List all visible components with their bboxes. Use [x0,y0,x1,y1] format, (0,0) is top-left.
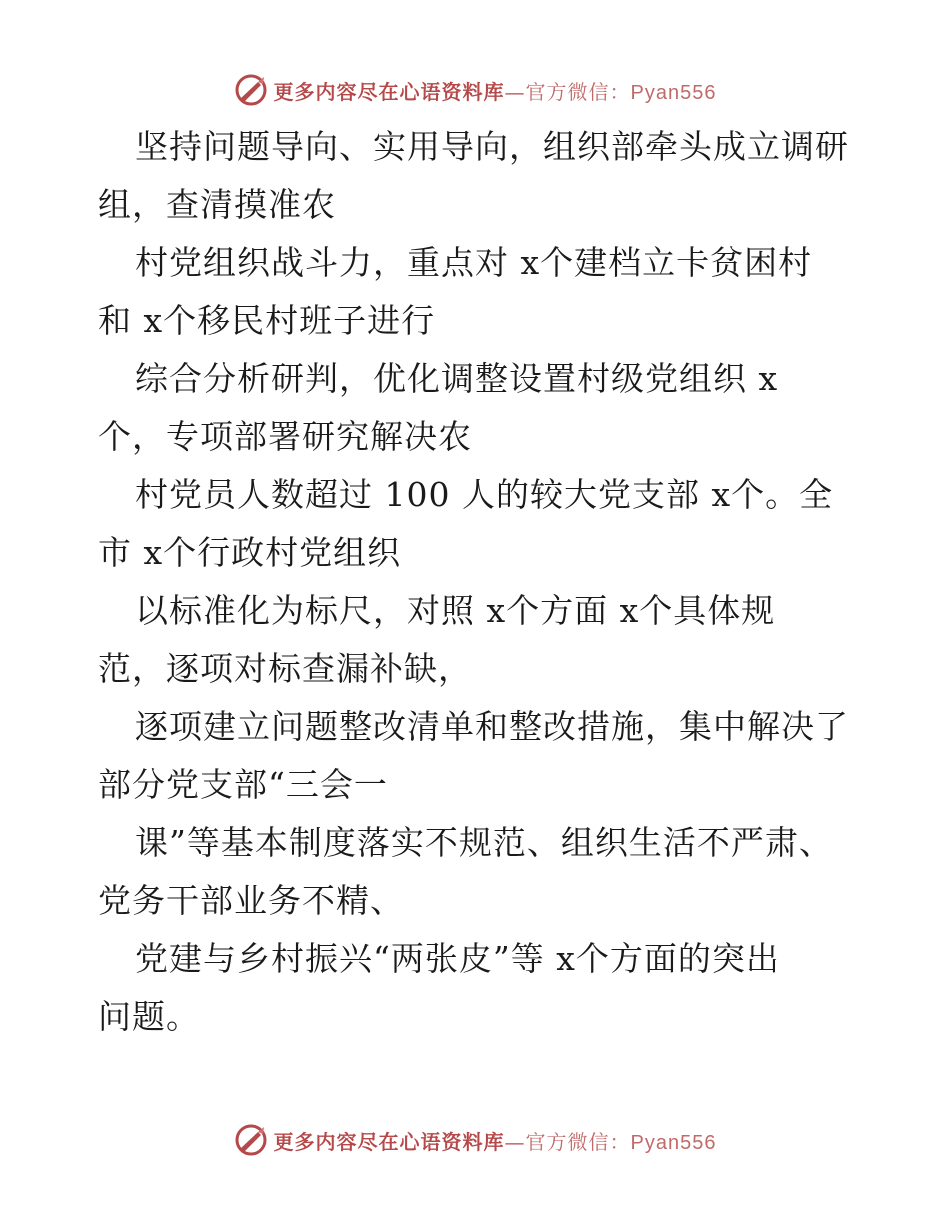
paragraph-line: 问题。 [98,997,200,1036]
paragraph-line: 党建与乡村振兴“两张皮”等 x个方面的突出 [135,939,780,978]
quill-logo-icon [234,1123,268,1157]
header-watermark [0,70,950,110]
footer-banner-text: 更多内容尽在心语资料库—官方微信：Pyan556 [273,1129,717,1154]
paragraph-line: 部分党支部“三会一 [98,765,388,804]
paragraph-2 [98,234,868,350]
paragraph-line: 组，查清摸准农 [98,185,336,224]
paragraph-line: 党务干部业务不精、 [98,881,404,920]
paragraph-4 [98,466,868,582]
paragraph-6 [98,698,868,814]
paragraph-8 [98,930,868,1046]
header-banner-text: 更多内容尽在心语资料库—官方微信：Pyan556 [273,79,717,104]
paragraph-line: 坚持问题导向、实用导向，组织部牵头成立调研 [135,127,849,166]
paragraph-line: 个，专项部署研究解决农 [98,417,472,456]
paragraph-line: 村党员人数超过 100 人的较大党支部 x个。全 [135,475,834,514]
paragraph-line: 市 x个行政村党组织 [98,533,402,572]
paragraph-5 [98,582,868,698]
paragraph-line: 综合分析研判，优化调整设置村级党组织 x [135,359,779,398]
paragraph-7 [98,814,868,930]
paragraph-1 [98,118,868,234]
footer-watermark [0,1120,950,1160]
document-body [98,118,868,1046]
paragraph-line: 以标准化为标尺，对照 x个方面 x个具体规 [135,591,776,630]
paragraph-line: 村党组织战斗力，重点对 x个建档立卡贫困村 [135,243,813,282]
paragraph-line: 范，逐项对标查漏补缺， [98,649,472,688]
paragraph-line: 逐项建立问题整改清单和整改措施，集中解决了 [135,707,849,746]
paragraph-line: 和 x个移民村班子进行 [98,301,436,340]
paragraph-line: 课”等基本制度落实不规范、组织生活不严肃、 [135,823,833,862]
quill-logo-icon [234,73,268,107]
paragraph-3 [98,350,868,466]
